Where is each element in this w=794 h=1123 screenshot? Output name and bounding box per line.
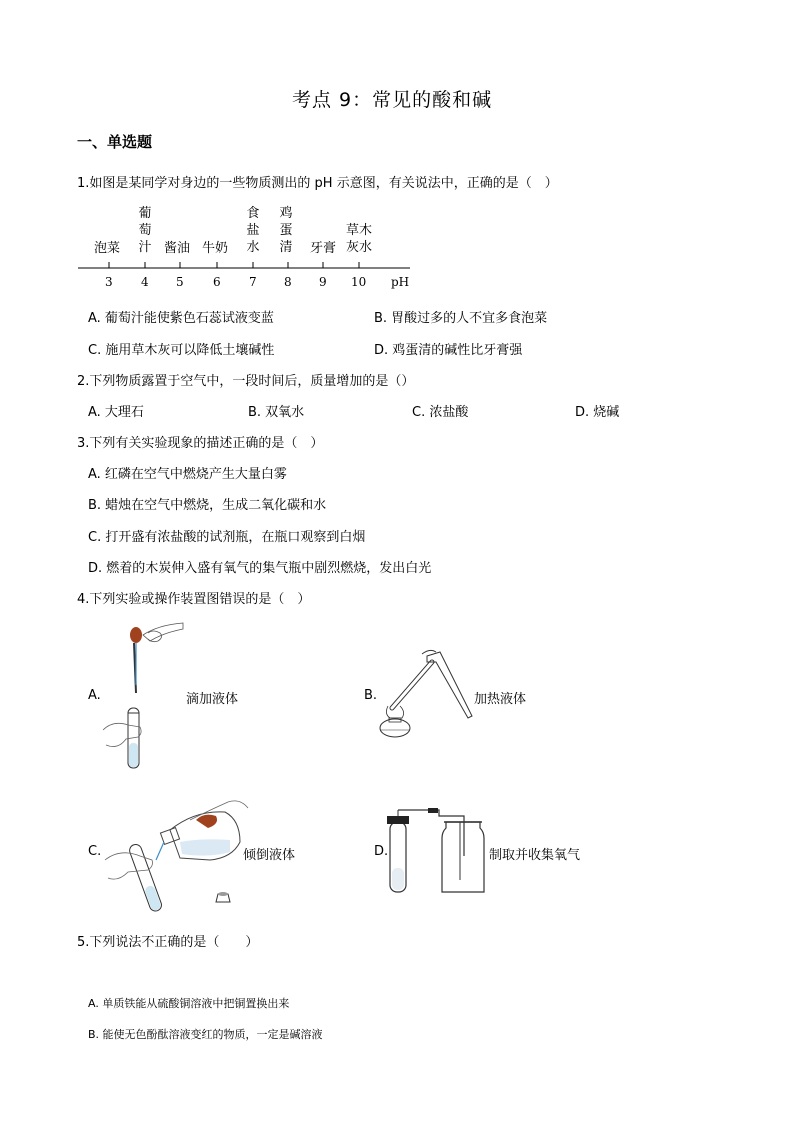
tick-7: 7 — [249, 275, 257, 289]
question-1-stem: 1.如图是某同学对身边的一些物质测出的 pH 示意图，有关说法中，正确的是（ ） — [77, 176, 558, 191]
question-3-stem: 3.下列有关实验现象的描述正确的是（ ） — [77, 436, 324, 451]
tick-5: 5 — [176, 275, 184, 289]
scale-label-jidanqing: 鸡 蛋 清 — [279, 206, 293, 255]
q4-option-c-letter: C. — [88, 844, 102, 859]
tick-8: 8 — [284, 275, 292, 289]
ph-unit-label: pH — [391, 275, 410, 289]
pouring-illustration — [100, 790, 250, 920]
q1-option-d: D. 鸡蛋清的碱性比牙膏强 — [374, 343, 523, 358]
q4-option-d-text: 制取并收集氧气 — [489, 848, 581, 863]
q1-option-c: C. 施用草木灰可以降低土壤碱性 — [88, 343, 275, 358]
q2-option-d: D. 烧碱 — [575, 405, 620, 420]
scale-label-yagao: 牙膏 — [309, 241, 336, 256]
tick-4: 4 — [141, 275, 149, 289]
tick-3: 3 — [105, 275, 113, 289]
q2-option-a: A. 大理石 — [88, 405, 144, 420]
q4-option-a-text: 滴加液体 — [186, 692, 239, 707]
heating-illustration — [372, 648, 472, 743]
q4-option-b-text: 加热液体 — [474, 692, 527, 707]
question-4-stem: 4.下列实验或操作装置图错误的是（ ） — [77, 592, 311, 607]
tick-10: 10 — [351, 275, 367, 289]
tick-9: 9 — [319, 275, 327, 289]
q4-option-d-letter: D. — [374, 844, 389, 859]
q4-option-a-letter: A. — [88, 688, 101, 703]
page-title: 考点 9：常见的酸和碱 — [292, 89, 493, 111]
q2-option-b: B. 双氧水 — [248, 405, 305, 420]
q3-option-a: A. 红磷在空气中燃烧产生大量白雾 — [88, 467, 287, 482]
q4-option-c-text: 倾倒液体 — [243, 848, 296, 863]
tick-6: 6 — [213, 275, 221, 289]
scale-label-paocai: 泡菜 — [93, 241, 120, 256]
scale-label-jiangyou: 酱油 — [163, 241, 190, 256]
q3-option-d: D. 燃着的木炭伸入盛有氧气的集气瓶中剧烈燃烧，发出白光 — [88, 561, 432, 576]
q1-option-a: A. 葡萄汁能使紫色石蕊试液变蓝 — [88, 311, 274, 326]
q3-option-b: B. 蜡烛在空气中燃烧，生成二氧化碳和水 — [88, 498, 327, 513]
q4-option-b-letter: B. — [364, 688, 378, 703]
scale-label-putaozhi: 葡 萄 汁 — [138, 206, 152, 255]
scale-label-niunai: 牛奶 — [201, 241, 228, 256]
question-2-stem: 2.下列物质露置于空气中，一段时间后，质量增加的是（） — [77, 374, 415, 389]
q1-option-b: B. 胃酸过多的人不宜多食泡菜 — [374, 311, 548, 326]
question-5-stem: 5.下列说法不正确的是（ ） — [77, 935, 259, 950]
oxygen-apparatus-illustration — [384, 808, 494, 898]
section-heading: 一、单选题 — [77, 133, 153, 151]
q2-option-c: C. 浓盐酸 — [412, 405, 469, 420]
scale-label-shiyanshui: 食 盐 水 — [246, 206, 260, 255]
q5-option-b: B. 能使无色酚酞溶液变红的物质，一定是碱溶液 — [88, 1028, 323, 1041]
q3-option-c: C. 打开盛有浓盐酸的试剂瓶，在瓶口观察到白烟 — [88, 530, 366, 545]
scale-label-caomuhui: 草木 灰水 — [345, 223, 372, 255]
q5-option-a: A. 单质铁能从硫酸铜溶液中把铜置换出来 — [88, 997, 290, 1010]
